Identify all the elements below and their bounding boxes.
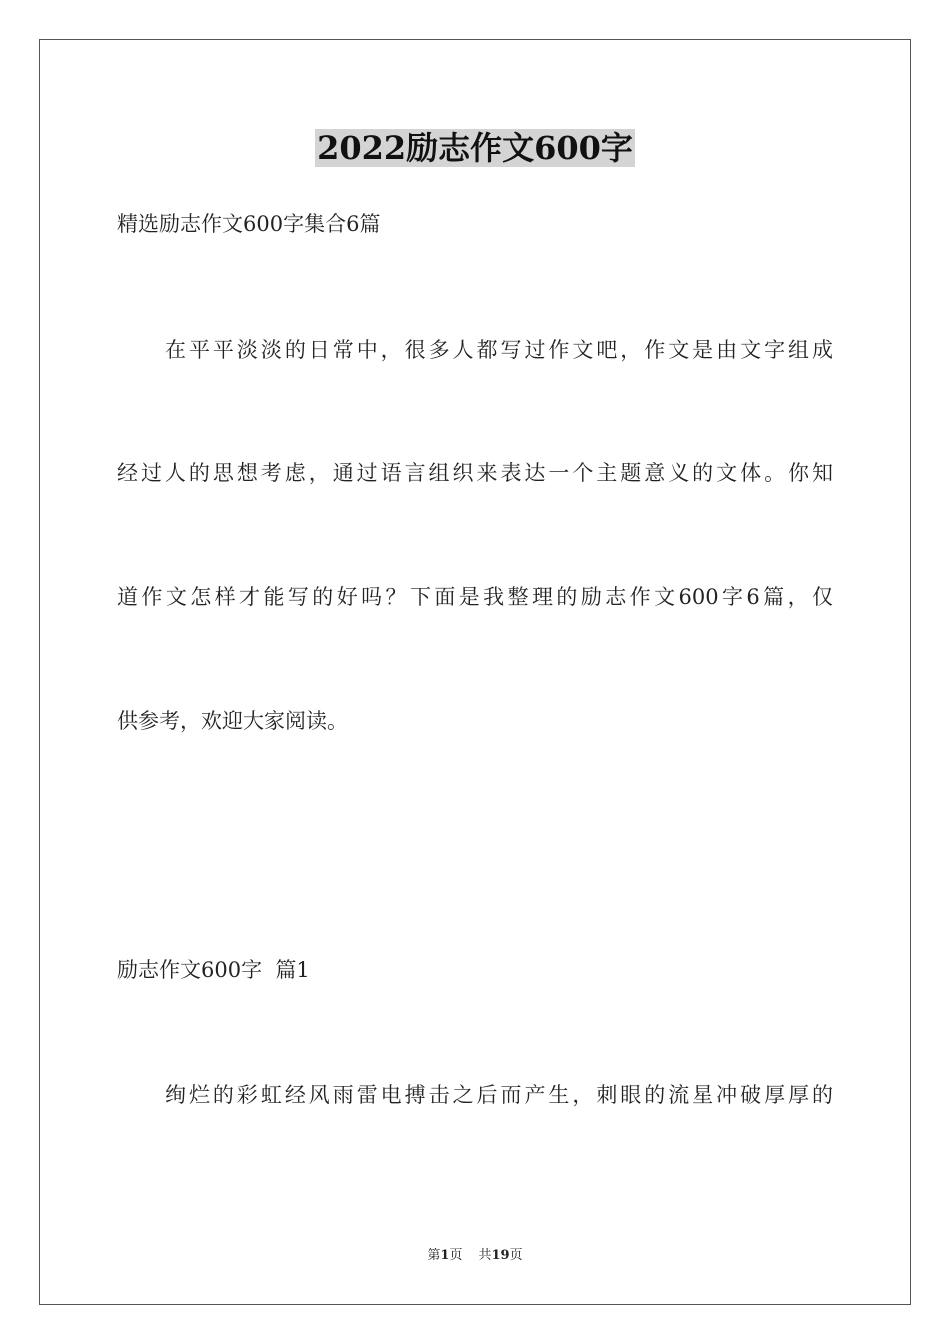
footer-page-prefix: 第 — [427, 1248, 441, 1263]
section-heading: 励志作文600字 篇1 — [117, 958, 310, 982]
document-title-text: 2022励志作文600字 — [317, 129, 633, 167]
document-subtitle: 精选励志作文600字集合6篇 — [117, 212, 381, 236]
footer-page-suffix: 页 — [449, 1248, 463, 1263]
intro-line-1: 在平平淡淡的日常中，很多人都写过作文吧，作文是由文字组成 — [165, 338, 833, 362]
intro-line-2: 经过人的思想考虑，通过语言组织来表达一个主题意义的文体。你知 — [117, 461, 833, 485]
page-footer — [0, 1246, 950, 1266]
footer-total-pages: 19 — [491, 1248, 510, 1263]
footer-total-suffix: 页 — [509, 1248, 523, 1263]
footer-page-number: 1 — [440, 1248, 450, 1263]
document-title — [0, 126, 950, 170]
section-line-1: 绚烂的彩虹经风雨雷电搏击之后而产生，刺眼的流星冲破厚厚的 — [165, 1083, 833, 1107]
footer-total-prefix: 共 — [478, 1248, 492, 1263]
intro-line-4: 供参考，欢迎大家阅读。 — [117, 709, 348, 733]
intro-line-3: 道作文怎样才能写的好吗？下面是我整理的励志作文600字6篇，仅 — [117, 585, 833, 609]
